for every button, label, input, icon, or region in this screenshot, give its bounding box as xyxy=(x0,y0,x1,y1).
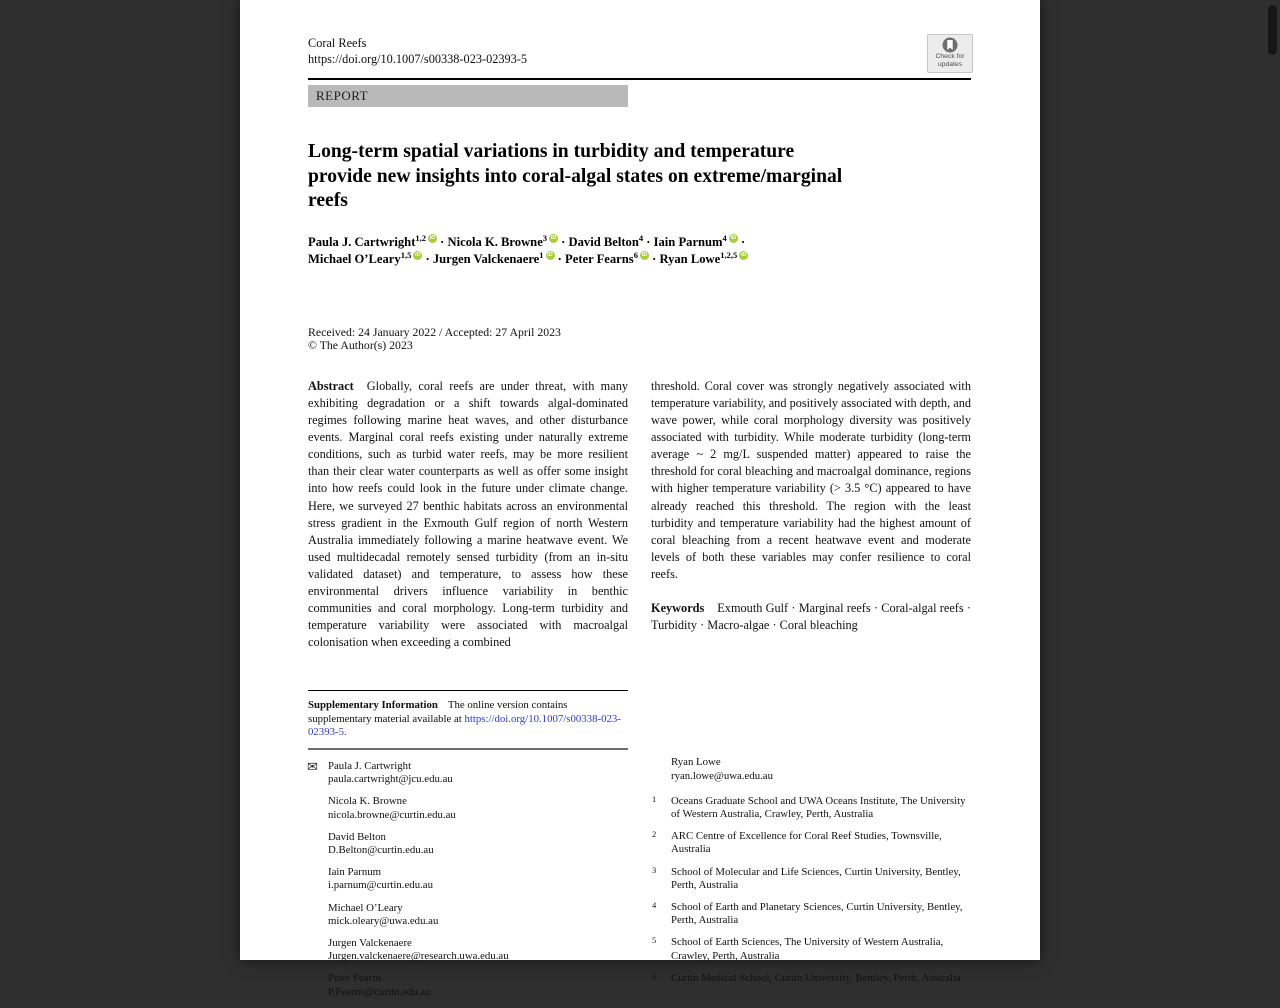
affiliation-number: 4 xyxy=(652,900,657,911)
orcid-icon[interactable]: iD xyxy=(740,252,747,258)
paper-title-line: reefs xyxy=(308,190,348,211)
badge-label-line2: updates xyxy=(937,60,963,68)
contact-email: ryan.lowe@uwa.edu.au xyxy=(671,769,773,782)
author-name: Peter Fearns$^6$ xyxy=(565,249,638,266)
affiliation-number: 2 xyxy=(652,829,657,840)
affiliation-entry xyxy=(651,901,971,927)
orcid-icon[interactable]: iD xyxy=(730,234,737,241)
abstract-columns xyxy=(308,378,971,652)
author-separator: · xyxy=(554,252,566,266)
author-separator: · xyxy=(437,234,448,249)
correspondence-list xyxy=(308,760,628,999)
footnote-col-left xyxy=(308,690,628,1007)
orcid-icon[interactable]: iD xyxy=(429,234,436,241)
abstract-col-left xyxy=(308,378,628,652)
footnote-row xyxy=(308,690,971,1007)
check-for-updates-badge[interactable] xyxy=(927,34,973,73)
abstract-text-right: threshold. Coral cover was strongly negatively associated with temperature variability, and positively associated with depth, and wave power, while coral morphology diversity was positively associated with turbidity. While moderate turbidity (long-term average ~ 2 mg/L suspended matter) appeared to raise the threshold for coral bleaching and macroalgal dominance, regions with higher temperature variability (> 3.5 °C) appeared to have already reached this threshold. The region with the least turbidity and temperature variability had the highest amount of coral bleaching from a recent heatwave event and moderate levels of both these variables may confer resilience to coral reefs. xyxy=(651,378,971,581)
affiliation-text: School of Molecular and Life Sciences, Curtin University, Bentley, Perth, Australia xyxy=(671,865,961,891)
correspondence-entry xyxy=(328,972,628,998)
doi-text: https://doi.org/10.1007/s00338-023-02393-5 xyxy=(308,52,528,66)
abstract-text-left: Globally, coral reefs are under threat, with many exhibiting degradation or a shift towards algal-dominated regimes following marine heat waves, and other disturbance events. Marginal coral reefs existing under naturally extreme conditions, such as turbid water reefs, may be more resilient than their clear water counterparts as well as offer some insight into how reefs could look in the future under climate change. Here, we surveyed 27 benthic habitats across an environmental stress gradient in the Exmouth Gulf region of north Western Australia immediately following a marine heatwave event. We used multidecadal remotely sensed turbidity (from an in-situ validated dataset) and temperature, to assess how these environmental drivers influence variability in benthic communities and coral morphology. Long-term turbidity and temperature variability were associated with macroalgal colonisation when exceeding a combined xyxy=(308,378,628,650)
affiliation-number: 6 xyxy=(652,970,657,981)
author-name: Paula J. Cartwright$^{1,2}$ xyxy=(308,232,427,249)
affiliation-entry xyxy=(651,795,971,821)
correspondence-entry xyxy=(328,760,628,786)
contact-right xyxy=(671,756,971,782)
correspondent-email: i.parnum@curtin.edu.au xyxy=(328,879,433,892)
copyright-line: © The Author(s) 2023 xyxy=(308,337,413,352)
dates-block xyxy=(308,326,971,352)
footnote-col-right xyxy=(651,756,971,1007)
received-accepted: Received: 24 January 2022 / Accepted: 27 April 2023 xyxy=(308,324,561,339)
correspondent-name: Peter Fearns xyxy=(328,972,382,985)
supplementary-block xyxy=(308,699,628,739)
envelope-icon: ✉ xyxy=(307,759,318,775)
affiliation-text: School of Earth and Planetary Sciences, Curtin University, Bentley, Perth, Australia xyxy=(671,901,963,927)
supplementary-link[interactable]: https://doi.org/10.1007/s00338-023-02393-5. xyxy=(308,712,621,738)
author-separator: · xyxy=(422,252,433,266)
correspondent-name: Paula J. Cartwright xyxy=(328,760,412,773)
affiliation-text: School of Earth Sciences, The University of Western Australia, Crawley, Perth, Australia xyxy=(671,936,944,962)
correspondence-entry xyxy=(328,831,628,857)
correspondence-entry xyxy=(328,902,628,928)
keywords-text: Exmouth Gulf · Marginal reefs · Coral-algal reefs · Turbidity · Macro-algae · Coral bleaching xyxy=(651,601,971,633)
correspondent-email: nicola.browne@curtin.edu.au xyxy=(328,808,456,821)
affiliation-number: 3 xyxy=(652,864,657,875)
author-name: Michael O’Leary$^{1,5}$ xyxy=(308,249,412,266)
correspondent-name: Michael O’Leary xyxy=(328,901,403,914)
correspondence-entry xyxy=(328,937,628,963)
orcid-icon[interactable]: iD xyxy=(415,252,421,258)
affiliation-entry xyxy=(651,936,971,962)
affiliation-entry xyxy=(651,866,971,892)
affiliation-text: Oceans Graduate School and UWA Oceans Institute, The University of Western Australia, Crawley, Perth, Australia xyxy=(671,794,966,821)
author-separator: · xyxy=(737,234,746,249)
correspondence-entry xyxy=(328,866,628,892)
supplementary-text: The online version contains supplementary material available at xyxy=(308,699,568,725)
author-separator: · xyxy=(648,252,660,266)
affiliation-entry xyxy=(651,972,971,985)
journal-name: Coral Reefs xyxy=(308,36,367,50)
correspondent-email: mick.oleary@uwa.edu.au xyxy=(328,914,439,927)
keywords-block xyxy=(651,600,971,634)
orcid-icon[interactable]: iD xyxy=(641,252,648,258)
paper-title xyxy=(308,140,971,214)
correspondent-email: D.Belton@curtin.edu.au xyxy=(328,844,434,857)
affiliation-entry xyxy=(651,830,971,856)
correspondence-rule xyxy=(308,748,628,750)
correspondent-email: Jurgen.valckenaere@research.uwa.edu.au xyxy=(328,950,509,963)
affiliation-text: Curtin Medical School, Curtin University, Bentley, Perth, Australia xyxy=(671,971,961,984)
correspondence-entry xyxy=(328,795,628,821)
page-header xyxy=(308,36,971,66)
author-separator: · xyxy=(558,234,569,249)
article-type-label: REPORT xyxy=(316,88,369,103)
affiliation-number: 1 xyxy=(652,793,657,804)
affiliation-list xyxy=(651,795,971,985)
correspondent-name: Iain Parnum xyxy=(328,866,382,879)
bookmark-icon xyxy=(942,37,958,53)
author-separator: · xyxy=(643,234,654,249)
abstract-col-right xyxy=(651,378,971,652)
correspondent-name: Jurgen Valckenaere xyxy=(328,937,412,950)
paper-title-line: Long-term spatial variations in turbidity and temperature xyxy=(308,141,795,162)
keywords-heading: Keywords xyxy=(651,601,705,616)
orcid-icon[interactable]: iD xyxy=(550,234,557,241)
correspondent-email: paula.cartwright@jcu.edu.au xyxy=(328,773,453,786)
footnote-rule xyxy=(308,690,628,691)
affiliation-number: 5 xyxy=(652,935,657,946)
pdf-page xyxy=(240,0,1040,998)
badge-label-line1: Check for xyxy=(935,53,965,60)
supplementary-heading: Supplementary Information xyxy=(308,699,438,712)
correspondent-email: P.Fearns@curtin.edu.au xyxy=(328,985,431,998)
author-list xyxy=(308,234,971,269)
paper-title-line: provide new insights into coral-algal states on extreme/marginal xyxy=(308,165,843,187)
abstract-heading: Abstract xyxy=(308,378,354,393)
affiliation-text: ARC Centre of Excellence for Coral Reef Studies, Townsville, Australia xyxy=(671,830,942,856)
article-type-bar xyxy=(308,85,628,107)
contact-name: Ryan Lowe xyxy=(671,756,721,769)
correspondent-name: Nicola K. Browne xyxy=(328,795,407,808)
author-name: Jurgen Valckenaere$^1$ xyxy=(432,249,544,266)
author-name: David Belton$^4$ xyxy=(568,232,644,249)
author-name: Nicola K. Browne$^3$ xyxy=(447,232,548,249)
vertical-scrollbar-thumb[interactable] xyxy=(1268,5,1277,55)
author-name: Ryan Lowe$^{1,2,5}$ xyxy=(659,249,738,266)
header-rule xyxy=(308,78,971,80)
author-name: Iain Parnum$^4$ xyxy=(653,232,727,249)
correspondent-name: David Belton xyxy=(328,830,386,843)
orcid-icon[interactable]: iD xyxy=(547,252,553,258)
